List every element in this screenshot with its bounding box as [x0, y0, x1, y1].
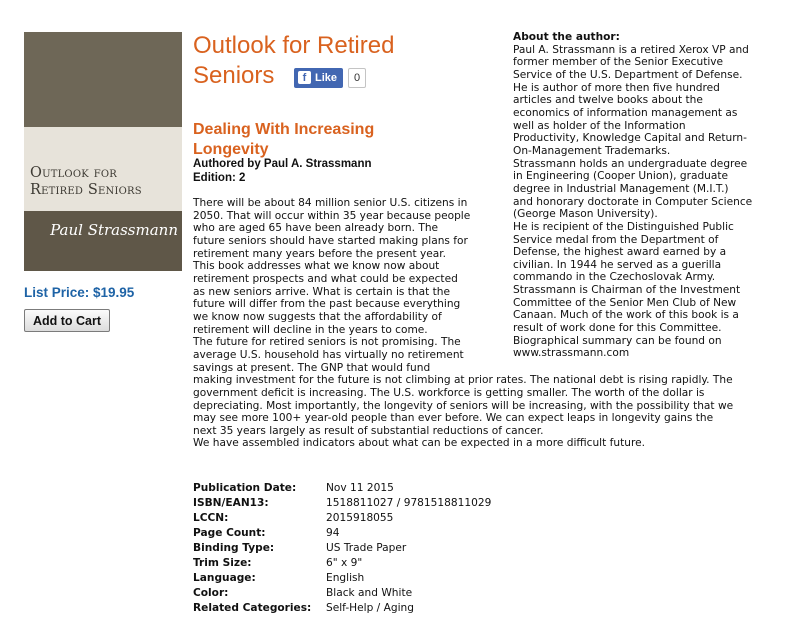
author-website-link: www.strassmann.com — [513, 347, 630, 360]
about-author-line: former member of the Senior Executive — [513, 56, 724, 69]
description-line: may see more 100+ year-old people than ever before. We can expect leaps in longevity gains the — [193, 412, 714, 425]
detail-label: Trim Size: — [193, 557, 252, 569]
description-line: We have assembled indicators about what can be expected in a more difficult future. — [193, 437, 645, 450]
detail-row-language — [193, 572, 491, 587]
cover-top-band — [24, 32, 182, 127]
detail-row-color — [193, 587, 491, 602]
description-line: we know now suggests that the affordability of — [193, 310, 442, 323]
cover-author: Paul Strassmann — [50, 221, 178, 239]
detail-value: 94 — [326, 527, 340, 539]
detail-label: Language: — [193, 572, 256, 584]
detail-label: Page Count: — [193, 527, 266, 539]
description-line: retirement many years before the present year. — [193, 247, 447, 260]
detail-label: Binding Type: — [193, 542, 275, 554]
description-line: savings at present. The GNP that would fund — [193, 361, 431, 374]
about-author-line: economics of information management as — [513, 106, 738, 119]
edition: Edition: 2 — [193, 172, 246, 184]
detail-value: Black and White — [326, 587, 413, 599]
description-line: making investment for the future is not climbing at prior rates. The national debt is rising rapidly. The — [193, 374, 733, 387]
book-subtitle-line-2: Longevity — [193, 141, 269, 158]
book-title-line-1: Outlook for Retired — [193, 32, 395, 59]
detail-value: 1518811027 / 9781518811029 — [326, 497, 492, 509]
add-to-cart-button[interactable]: Add to Cart — [24, 309, 110, 332]
about-author-line: Paul A. Strassmann is a retired Xerox VP and — [513, 43, 749, 56]
book-subtitle — [193, 120, 473, 160]
about-author-line: civilian. In 1944 he served as a guerilla — [513, 258, 722, 271]
about-author-line: commando in the Czechoslovak Army. — [513, 271, 716, 284]
about-author-line: well as holder of the Information — [513, 119, 686, 132]
detail-value: Nov 11 2015 — [326, 482, 394, 494]
detail-value: US Trade Paper — [326, 542, 407, 554]
description-line: who are aged 65 have been already born. The — [193, 222, 439, 235]
authored-by: Authored by Paul A. Strassmann — [193, 158, 372, 170]
detail-row-trim-size — [193, 557, 491, 572]
about-author-line: He is author of more then five hundred — [513, 81, 720, 94]
about-author-line: Strassmann is Chairman of the Investment — [513, 284, 741, 297]
byline — [193, 157, 372, 185]
detail-label: Related Categories: — [193, 602, 312, 614]
detail-row-isbn — [193, 497, 491, 512]
about-author-line: result of work done for this Committee. — [513, 322, 722, 335]
description-line: future seniors should have started making plans for — [193, 234, 468, 247]
book-title-line-2: Seniors — [193, 62, 275, 89]
description-line: average U.S. household has virtually no retirement — [193, 348, 464, 361]
about-author-line: Committee of the Senior Men Club of New — [513, 296, 737, 309]
about-author-line: Canaan. Much of the work of this book is a — [513, 309, 739, 322]
detail-row-publication-date — [193, 482, 491, 497]
about-author-line: (George Mason University). — [513, 208, 658, 221]
detail-row-lccn — [193, 512, 491, 527]
description-line: as new seniors arrive. What is certain is that the — [193, 285, 451, 298]
detail-label: ISBN/EAN13: — [193, 497, 269, 509]
detail-value: 6" x 9" — [326, 557, 363, 569]
about-author-line: He is recipient of the Distinguished Public — [513, 220, 734, 233]
about-author-line: Strassmann holds an undergraduate degree — [513, 157, 748, 170]
detail-row-page-count — [193, 527, 491, 542]
cover-title — [30, 165, 180, 199]
detail-row-binding-type — [193, 542, 491, 557]
about-author-line: in Engineering (Cooper Union), graduate — [513, 170, 729, 183]
about-author-line: Service medal from the Department of — [513, 233, 719, 246]
detail-label: Color: — [193, 587, 229, 599]
facebook-like-count: 0 — [348, 68, 366, 88]
description-line: government deficit is increasing. The U.S. workforce is getting smaller. The worth of the dollar is — [193, 386, 705, 399]
detail-value: 2015918055 — [326, 512, 394, 524]
book-subtitle-line-1: Dealing With Increasing — [193, 121, 375, 138]
cover-title-line-1: Outlook for — [30, 165, 117, 181]
book-details-table — [193, 482, 491, 617]
detail-value: Self-Help / Aging — [326, 602, 414, 614]
book-cover-image — [24, 32, 182, 271]
detail-value: English — [326, 572, 365, 584]
facebook-icon: f — [298, 71, 311, 84]
cover-bottom-band — [24, 211, 182, 271]
about-author-line: On-Management Trademarks. — [513, 144, 671, 157]
about-author-line: and honorary doctorate in Computer Science — [513, 195, 753, 208]
description-line: next 35 years largely as result of substantial reductions of cancer. — [193, 424, 544, 437]
about-author-line: articles and twelve books about the — [513, 94, 703, 107]
description-line: retirement will decline in the years to come. — [193, 323, 428, 336]
description-line: retirement prospects and what could be expected — [193, 272, 458, 285]
facebook-like-button[interactable] — [294, 68, 343, 88]
facebook-like-widget — [294, 67, 366, 88]
cover-title-line-2: Retired Seniors — [30, 182, 142, 198]
description-line: depreciating. Most importantly, the longevity of seniors will be increasing, with the possibility that we — [193, 399, 734, 412]
list-price: List Price: $19.95 — [24, 285, 135, 300]
description-line: The future for retired seniors is not promising. The — [193, 336, 461, 349]
about-author-line: Defense, the highest award earned by a — [513, 246, 727, 259]
detail-label: LCCN: — [193, 512, 229, 524]
detail-row-related-categories — [193, 602, 491, 617]
about-author-line: Service of the U.S. Department of Defense. — [513, 68, 743, 81]
facebook-like-label: Like — [315, 71, 338, 84]
description-line: 2050. That will occur within 35 year because people — [193, 209, 471, 222]
about-author-line: Productivity, Knowledge Capital and Return- — [513, 132, 747, 145]
description-line: There will be about 84 million senior U.S. citizens in — [193, 197, 468, 209]
description-line: This book addresses what we know now about — [193, 260, 440, 273]
about-author-line: degree in Industrial Management (M.I.T.) — [513, 182, 729, 195]
about-author-heading: About the author: — [513, 31, 620, 43]
detail-label: Publication Date: — [193, 482, 297, 494]
about-author-line: Biographical summary can be found on — [513, 334, 722, 347]
about-author — [513, 31, 752, 360]
description-line: future will differ from the past because everything — [193, 298, 461, 311]
